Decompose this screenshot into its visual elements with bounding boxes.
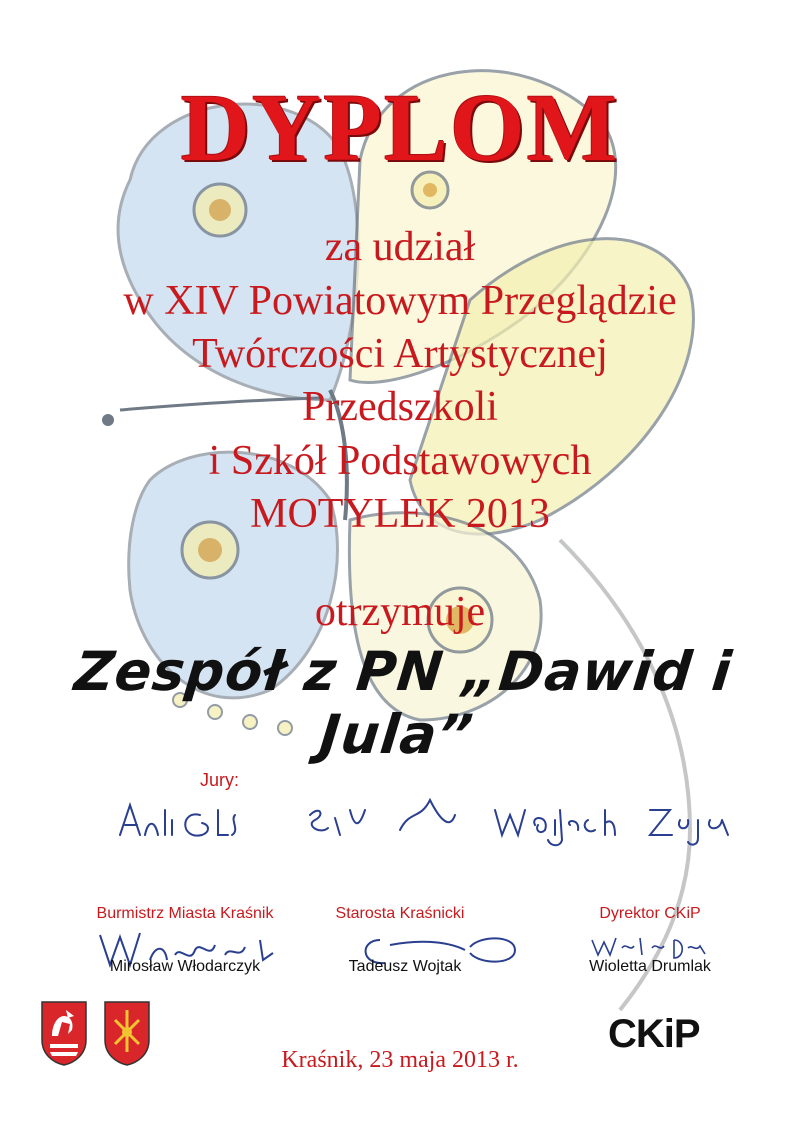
award-line-2: w XIV Powiatowym Przeglądzie bbox=[123, 278, 677, 324]
award-line-6: MOTYLEK 2013 bbox=[250, 491, 550, 537]
official-title-mayor: Burmistrz Miasta Kraśnik bbox=[96, 905, 274, 922]
award-line-4: Przedszkoli bbox=[302, 384, 498, 430]
jury-label: Jury: bbox=[200, 770, 240, 790]
document-title: DYPLOM bbox=[180, 74, 620, 181]
official-title-starost: Starosta Kraśnicki bbox=[335, 905, 465, 922]
award-line-1: za udział bbox=[324, 224, 476, 270]
official-name-starost: Tadeusz Wojtak bbox=[348, 958, 462, 975]
ckip-logo: CKiP bbox=[608, 1012, 700, 1056]
official-title-director: Dyrektor CKiP bbox=[599, 905, 701, 922]
recipient-name: Zespół z PN „Dawid i Jula” bbox=[71, 640, 736, 766]
award-line-3: Twórczości Artystycznej bbox=[192, 331, 608, 377]
jury-signatures bbox=[110, 790, 730, 860]
official-name-director: Wioletta Drumlak bbox=[589, 958, 711, 975]
receives-label: otrzymuje bbox=[314, 589, 486, 635]
award-line-5: i Szkół Podstawowych bbox=[208, 438, 592, 484]
official-name-mayor: Mirosław Włodarczyk bbox=[109, 958, 261, 975]
date-place: Kraśnik, 23 maja 2013 r. bbox=[281, 1047, 519, 1073]
